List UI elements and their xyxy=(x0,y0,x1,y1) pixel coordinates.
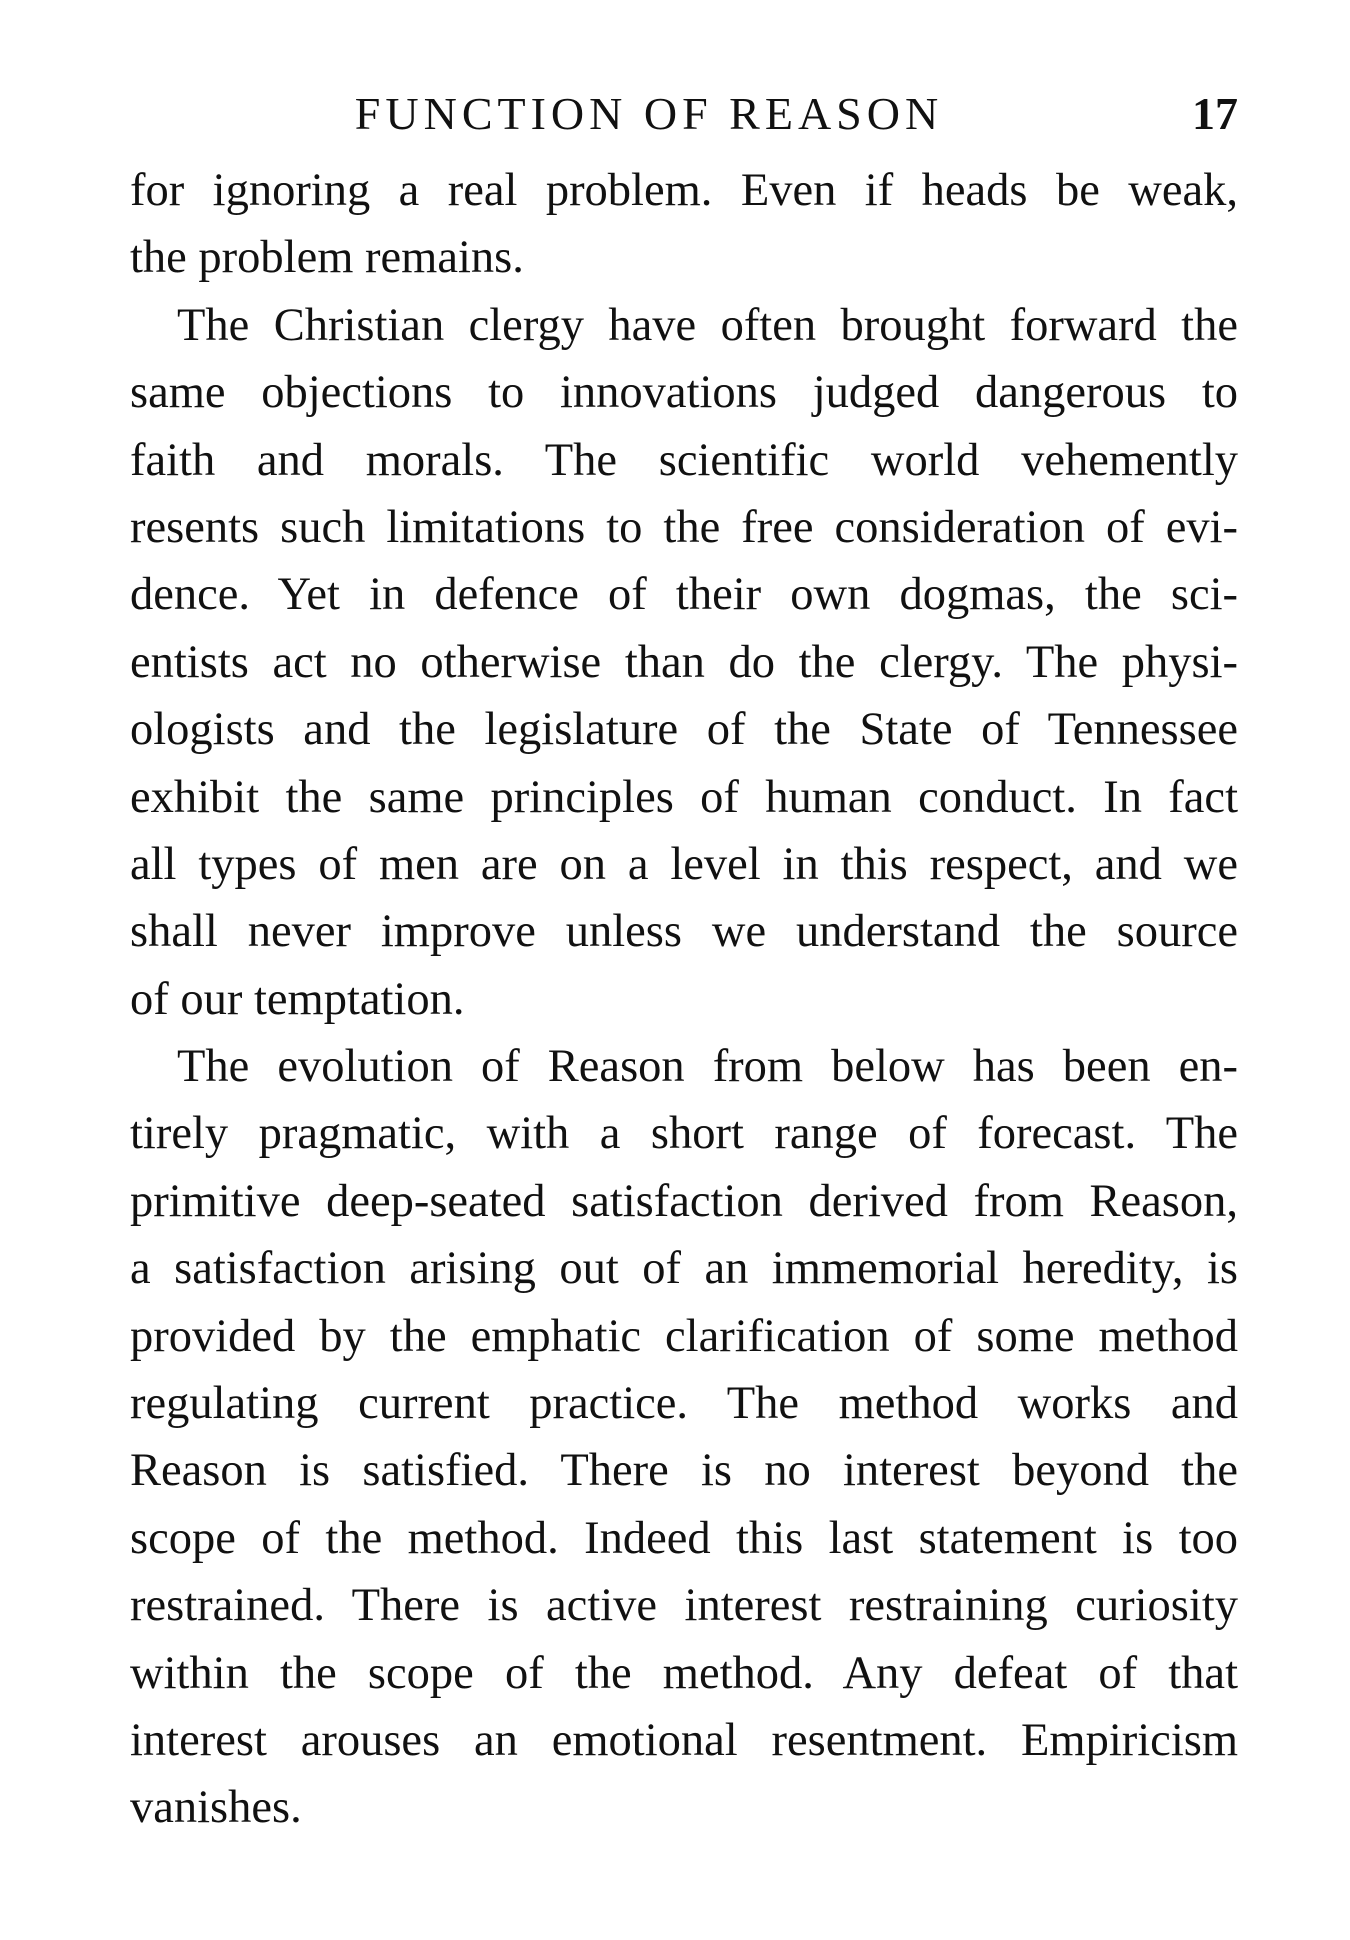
text-line: dence. Yet in defence of their own dogmas, the sci- xyxy=(130,569,1238,621)
running-head xyxy=(130,84,1238,144)
text-line: same objections to innovations judged dangerous to xyxy=(130,367,1238,419)
text-line: for ignoring a real problem. Even if heads be weak, xyxy=(130,165,1238,216)
text-line: regulating current practice. The method works and xyxy=(130,1378,1238,1430)
page-number: 17 xyxy=(1192,88,1238,139)
text-line: faith and morals. The scientific world vehemently xyxy=(130,434,1238,486)
text-line: the problem remains. xyxy=(130,232,524,284)
text-line: ologists and the legislature of the State of Tennessee xyxy=(130,704,1238,756)
text-line: of our temptation. xyxy=(130,973,465,1025)
text-line: Reason is satisfied. There is no interest beyond the xyxy=(130,1445,1238,1497)
text-line: shall never improve unless we understand the source xyxy=(130,906,1238,958)
text-line: all types of men are on a level in this respect, and we xyxy=(130,838,1238,890)
text-line: interest arouses an emotional resentment. Empiricism xyxy=(130,1714,1238,1766)
text-line: restrained. There is active interest restraining curiosity xyxy=(130,1580,1238,1632)
text-line: within the scope of the method. Any defeat of that xyxy=(130,1647,1238,1699)
text-line: scope of the method. Indeed this last statement is too xyxy=(130,1512,1238,1564)
text-line: vanishes. xyxy=(130,1782,302,1834)
body-text xyxy=(130,157,1238,1842)
text-line: The evolution of Reason from below has been en- xyxy=(177,1041,1238,1093)
text-line: provided by the emphatic clarification of some method xyxy=(130,1310,1238,1362)
text-line: The Christian clergy have often brought forward the xyxy=(177,299,1238,351)
text-line: entists act no otherwise than do the clergy. The physi- xyxy=(130,636,1238,688)
text-line: resents such limitations to the free consideration of evi- xyxy=(130,501,1238,553)
text-line: a satisfaction arising out of an immemorial heredity, is xyxy=(130,1243,1238,1295)
running-title: FUNCTION OF REASON xyxy=(354,88,944,139)
text-line: primitive deep-seated satisfaction derived from Reason, xyxy=(130,1175,1238,1227)
text-line: tirely pragmatic, with a short range of forecast. The xyxy=(130,1108,1238,1160)
text-line: exhibit the same principles of human conduct. In fact xyxy=(130,771,1238,823)
